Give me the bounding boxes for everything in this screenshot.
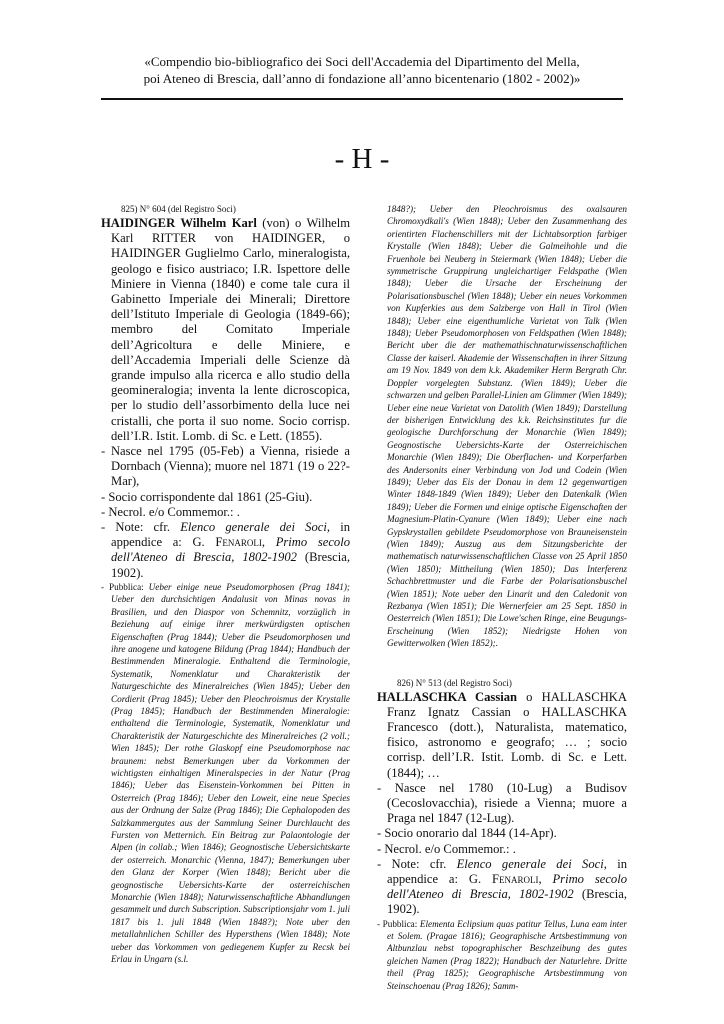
- note-title-1: Elenco generale dei Soci,: [456, 856, 607, 871]
- note-title-2: Primo secolo dell'Ateneo di Brescia, 1802-1902: [111, 535, 351, 565]
- section-letter: - H -: [334, 143, 390, 175]
- entry-825-name: HAIDINGER Wilhelm Karl: [101, 216, 257, 230]
- pubbl-label: - Pubblica:: [101, 581, 149, 592]
- entry-826-membership: - Socio onorario dal 1844 (14-Apr).: [377, 826, 557, 841]
- note-sep: ,: [538, 872, 553, 887]
- entry-826-note: [377, 857, 627, 918]
- right-column: [377, 203, 627, 992]
- pubbl-text-continued: 1848?); Ueber den Pleochroismus des oxalsauren Chromoxydkali's (Wien 1848); Ueber den Zusammenhang des orientirten Flachenschillers mit der Lichtabsorption farbiger Krystalle (Wien 1848); Ueber die Galmeihohle und die Fruenhole bei Neuberg in Steiermark (Wien 1848); Ueber die symmetrische Gruppirung ungleichartiger Feldspathe (Wien 1848); Ueber die Ursache der Erscheinung der Polarisationsbuschel (Wien 1848); Ueber ein neues Vorkommen von Kupferkies aus dem Salzberge von Hall in Tirol (Wien 1848); Ueber eine eigenthumliche Varietat von Talk (Wien 1848); Ueber Pseudomorphosen von Feldspathen (Wien 1848); Bericht uber die der mathemathischnaturwissenschaftlichen Classe der kaiserl. Akademie der Wissenschaften in ihrer Sitzung am 19 Nov. 1849 von dem k.k. Akademiker Herm Bergrath Chr. Doppler vorgelegten Substanz. (Wien 1849); Ueber die schwarzen und gelben Parallel-Linien am Glimmer (Wien 1849); Ueber eine neue Varietat von Datolith (Wien 1849); Darstellung der bisherigen Entwicklung des k.k. Reichsinstitutes fur die geologische Durchforschung der Monarchie (Wien 1849); Geognostische Uebersichts-Karte der Osterreichischen Monarchie (Wien 1849); Die Oberflachen- und Korperfarben des Andersonits einer Verbindung von Jod und Codein (Wien 1849); Ueber das Eis der Donau in dem 12 gegenwartigen Winter 1848-1849 (Wien 1849); Ueber den Datenkalk (Wien 1849); Ueber die Formen und einige optische Eigenschaften der Magnesium-Platin-Cyanure (Wien 1849); Ueber eine nach Gypskrystallen gebildete Pseudomorphose von Brauneisenstein (Wien 1849); Auszug aus dem Sitzungsberichte der mathematisch naturwissenschaftlichen Classe von 25 April 1850 (Wien 1850); Mittheilung (Wien 1850); Das Interferenz Schachbrettmuster und die Farbe der Polarisationsbuschel (Wien 1851); Note ueber den Linarit und den Caledonit von Rezbanya (Wien 1851); Die Wernerfeier am 25 Sept. 1850 in Oesterreich (Wien 1851); Die Lowe'schen Ringe, eine Beugungs-Erscheinung (Wien 1852); Niedrigste Hohen von Gewitterwolken (Wien 1852);.: [387, 204, 627, 649]
- note-mid: in appendice a: G.: [111, 520, 351, 550]
- entry-826-born: - Nasce nel 1780 (10-Lug) a Budisov (Cecoslovacchia), risiede a Vienna; muore a Praga nel 1847 (12-Lug).: [377, 780, 627, 826]
- entry-825-heading: [101, 216, 350, 444]
- entry-826-publications: [377, 918, 627, 992]
- entry-825-note: [101, 520, 350, 581]
- note-prefix: - Note: cfr.: [101, 520, 181, 535]
- note-author: Fenaroli: [215, 535, 262, 550]
- entry-826-name: HALLASCHKA Cassian: [377, 689, 518, 704]
- note-prefix: - Note: cfr.: [377, 856, 457, 871]
- entry-826-bio: o HALLASCHKA Franz Ignatz Cassian o HALLASCHKA Francesco (dott.), Naturalista, matematico, fisico, astronomo e geografo; … ; socio corrisp. dell’I.R. Istit. Lomb. di Sc. e Lett. (1844); …: [387, 689, 627, 780]
- pubbl-label: - Pubblica:: [377, 918, 420, 929]
- left-column: [101, 203, 350, 965]
- header-line-1: «Compendio bio-bibliografico dei Soci dell'Accademia del Dipartimento del Mella,: [144, 54, 580, 69]
- note-title-1: Elenco generale dei Soci,: [180, 520, 331, 535]
- entry-825-necrol: - Necrol. e/o Commemor.: .: [101, 504, 240, 519]
- entry-826-heading: [377, 690, 627, 781]
- entry-826-number: 826) N° 513 (del Registro Soci): [397, 677, 512, 688]
- entry-825-bio: (von) o Wilhelm Karl RITTER von HAIDINGER, o HAIDINGER Guglielmo Carlo, mineralogista, geologo e fisico austriaco; I.R. Ispettore delle Miniere in Vienna (1840) e come tale cura il Gabinetto Imperiale dei Minerali; Direttore dell’Istituto Imperiale di Geologia (1849-66); membro del Comitato Imperiale dell’Agricoltura e delle Miniere, e dell’Accademia Imperiali delle Scienze dà grande impulso alla ricerca e allo studio della geomineralogia; inventa la lente dicroscopica, per lo studio dell’assorbimento della luce nei cristalli, che porta il suo nome. Socio corrisp. dell’I.R. Istit. Lomb. di Sc. e Lett. (1855).: [111, 216, 351, 443]
- entry-825-number: 825) N° 604 (del Registro Soci): [121, 204, 236, 214]
- entry-826-necrol: - Necrol. e/o Commemor.: .: [377, 841, 516, 856]
- entry-825-publications-continued: [377, 203, 627, 650]
- entry-825-membership: - Socio corrispondente dal 1861 (25-Giu).: [101, 489, 313, 504]
- entry-825-publications: [101, 581, 350, 966]
- note-author: Fenaroli: [491, 872, 539, 887]
- note-end: (Brescia, 1902).: [387, 887, 627, 917]
- note-end: (Brescia, 1902).: [111, 550, 350, 580]
- entry-825-born: - Nasce nel 1795 (05-Feb) a Vienna, risiede a Dornbach (Vienna); muore nel 1871 (19 o 22?-Mar),: [101, 444, 350, 489]
- note-title-2: Primo secolo dell'Ateneo di Brescia, 1802-1902: [387, 872, 628, 902]
- header-rule: [101, 98, 623, 100]
- pubbl-text: Ueber einige neue Pseudomorphosen (Prag 1841); Ueber den durchsichtigen Andalusit von Minas novas in Brasilien, und den Diaspor von Schemnitz, vorzüglich in Beziehung auf einige ihrer merkwürdigsten optischen Eigenschaften (Prag 1844); Ueber die Pseudomorphosen und ihre anogene und katogene Bildung (Prag 1844); Handbuch der Bestimmenden Mineralogie. Enthaltend die Terminologie, Systematik, Nomenklatur und Charakteristik der Naturgeschichte des Mineralreiches (Wien 1845); Ueber den Cordierit (Prag 1845); Ueber den Pleochroismus der Krystalle (Prag 1845); Handbuch der Bestimmenden Mineralogie: enthaltend die Terminologie, Systematik, Nomenklatur und Charakteristik der Naturgeschichte des Mineralreiches (2 voll.; Wien 1845); Der rothe Glaskopf eine Pseudomorphose nac braunem: nebst Bemerkungen uber da Vorkommen der wichtigsten einhaltigen Mineralspecies in der Natur (Prag 1846); Ueber das Eisenstein-Vorkommen bei Pitten in Osterreich (Prag 1846); Ueber den Loweit, eine neue Species aus der Ordnung der Salze (Prag 1846); Die Cephalopoden des Salzkammergutes aus der Sammlung Seiner Durchlaucht des Fursten von Metternich. Ein Beitrag zur Palaontologie der Alpen (in collab.; Wien 1846); Geognostische Uebersichtskarte der osterreich. Monarchic (Vienna, 1847); Bemerkungen uber den Glanz der Korper (Wien 1848); Bericht uber die geognostische Uebersichts-Karte der osterreichischen Monarchie (Wien 1848); Naturwissenschaftliche Abhandlungen gesammelt und durch Subscription. Subscriptionsjahr vom 1. juli 1817 bis 1. juli 1848 (Wien 1848?); Note uber den metallahnlichen Schiller des Hypersthens (Wien 1848); Note ueber das Vorkommen von gediegenem Kupfer zu Recsk bei Erlau in Ungarn (s.l.: [111, 581, 350, 965]
- note-sep: ,: [261, 535, 276, 550]
- header-line-2: poi Ateneo di Brescia, dall’anno di fondazione all’anno bicentenario (1802 - 2002)»: [143, 71, 581, 86]
- pubbl-text: Elementa Eclipsium quas patitur Tellus, Luna eam inter et Solem. (Pragae 1816); Geographische Artsbestimmung von Altbunzlau nebst topographischer Beschzeibung des gutes gleichen Namen (Prag 1822); Handbuch der Naturlehre. Dritte theil (Prag 1825); Geographische Artsbestimmung von Steinschoenau (Prag 1826); Samm-: [387, 918, 628, 991]
- note-mid: in appendice a: G.: [387, 856, 627, 887]
- page-header: [0, 53, 724, 87]
